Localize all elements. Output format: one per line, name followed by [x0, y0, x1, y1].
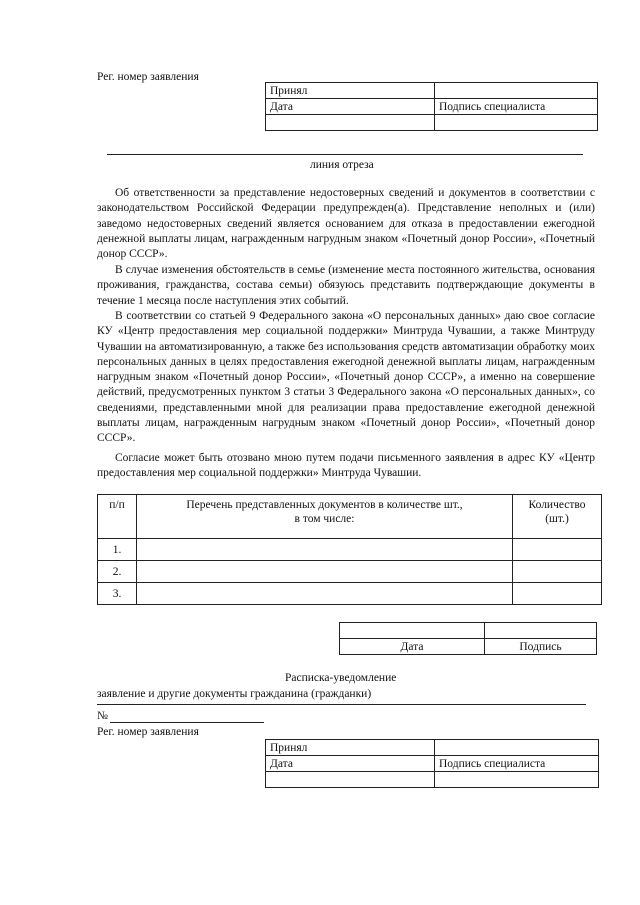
accepted-value-cell [435, 740, 599, 756]
reg-number-label: Рег. номер заявления [97, 71, 199, 83]
top-acceptance-table [265, 82, 598, 131]
date-cell: Дата [266, 99, 435, 115]
row-quantity [513, 539, 602, 561]
paragraph-responsibility: Об ответственности за представление недостоверных сведений и документов в соответствии с законодательством Российской Федерации предупрежден(а). Представление неполных и (или) заведомо недостоверных сведений является основанием для отказа в предоставлении ежегодной денежной выплаты лицам, награжденным нагрудным знаком «Почетный донор России», «Почетный донор СССР». [97, 187, 595, 261]
header-num: п/п [98, 495, 137, 539]
table-row [98, 539, 602, 561]
signature-cell: Подпись специалиста [435, 756, 599, 772]
signature-value-cell [485, 623, 597, 639]
table-row [98, 561, 602, 583]
date-value-cell [340, 623, 485, 639]
documents-table [97, 494, 602, 605]
row-document [137, 583, 513, 605]
row-document [137, 539, 513, 561]
date-label-cell: Дата [340, 639, 485, 655]
header-list-line1: Перечень представленных документов в количестве шт., [186, 499, 463, 511]
receipt-number-sign: № [97, 710, 108, 722]
header-qty [513, 495, 602, 539]
accepted-cell: Принял [266, 83, 435, 99]
cut-line-label: линия отреза [310, 159, 374, 171]
row-number: 2. [98, 561, 137, 583]
receipt-reg-number-label: Рег. номер заявления [97, 726, 199, 738]
paragraph-consent: В соответствии со статьей 9 Федерального закона «О персональных данных» даю свое согласие КУ «Центр предоставления мер социальной поддержки» Минтруда Чувашии, а также Минтруду Чувашии на автоматизированную, а также без использования средств автоматизации обработку моих персональных данных в целях предоставления ежегодной денежной выплаты лицам, награжденным нагрудным знаком «Почетный донор России», «Почетный донор СССР», а именно на совершение действий, предусмотренных пунктом 3 статьи 3 Федерального закона «О персональных данных», со сведениями, представленными мной для реализации права предоставление ежегодной денежной выплаты лицам, награжденным нагрудным знаком «Почетный донор России», «Почетный донор СССР». [97, 310, 595, 445]
cut-line-rule [107, 154, 583, 155]
paragraph-revocation: Согласие может быть отозвано мною путем подачи письменного заявления в адрес КУ «Центр предоставления мер социальной поддержки» Минтруда Чувашии. [97, 452, 595, 480]
signature-value-cell [435, 115, 598, 131]
receipt-acceptance-table [265, 739, 599, 788]
row-number: 3. [98, 583, 137, 605]
header-qty-line2: (шт.) [545, 513, 569, 525]
signature-label-cell: Подпись [485, 639, 597, 655]
row-quantity [513, 583, 602, 605]
row-number: 1. [98, 539, 137, 561]
receipt-number-rule [110, 722, 264, 723]
table-row [98, 583, 602, 605]
paragraph-changes: В случае изменения обстоятельств в семье (изменение места постоянного жительства, основания проживания, гражданства, состава семьи) обязуюсь представить подтверждающие документы в течение 1 месяца после наступления этих событий. [97, 264, 595, 307]
header-list [137, 495, 513, 539]
receipt-subtitle: заявление и другие документы гражданина (гражданки) [97, 688, 372, 700]
date-value-cell [266, 772, 435, 788]
signature-value-cell [435, 772, 599, 788]
accepted-value-cell [435, 83, 598, 99]
signature-cell: Подпись специалиста [435, 99, 598, 115]
date-value-cell [266, 115, 435, 131]
date-signature-table [339, 622, 597, 655]
row-quantity [513, 561, 602, 583]
row-document [137, 561, 513, 583]
header-qty-line1: Количество [528, 499, 586, 511]
date-cell: Дата [266, 756, 435, 772]
receipt-title: Расписка-уведомление [285, 672, 397, 684]
header-list-line2: в том числе: [294, 513, 355, 525]
receipt-subtitle-rule [97, 704, 586, 705]
accepted-cell: Принял [266, 740, 435, 756]
